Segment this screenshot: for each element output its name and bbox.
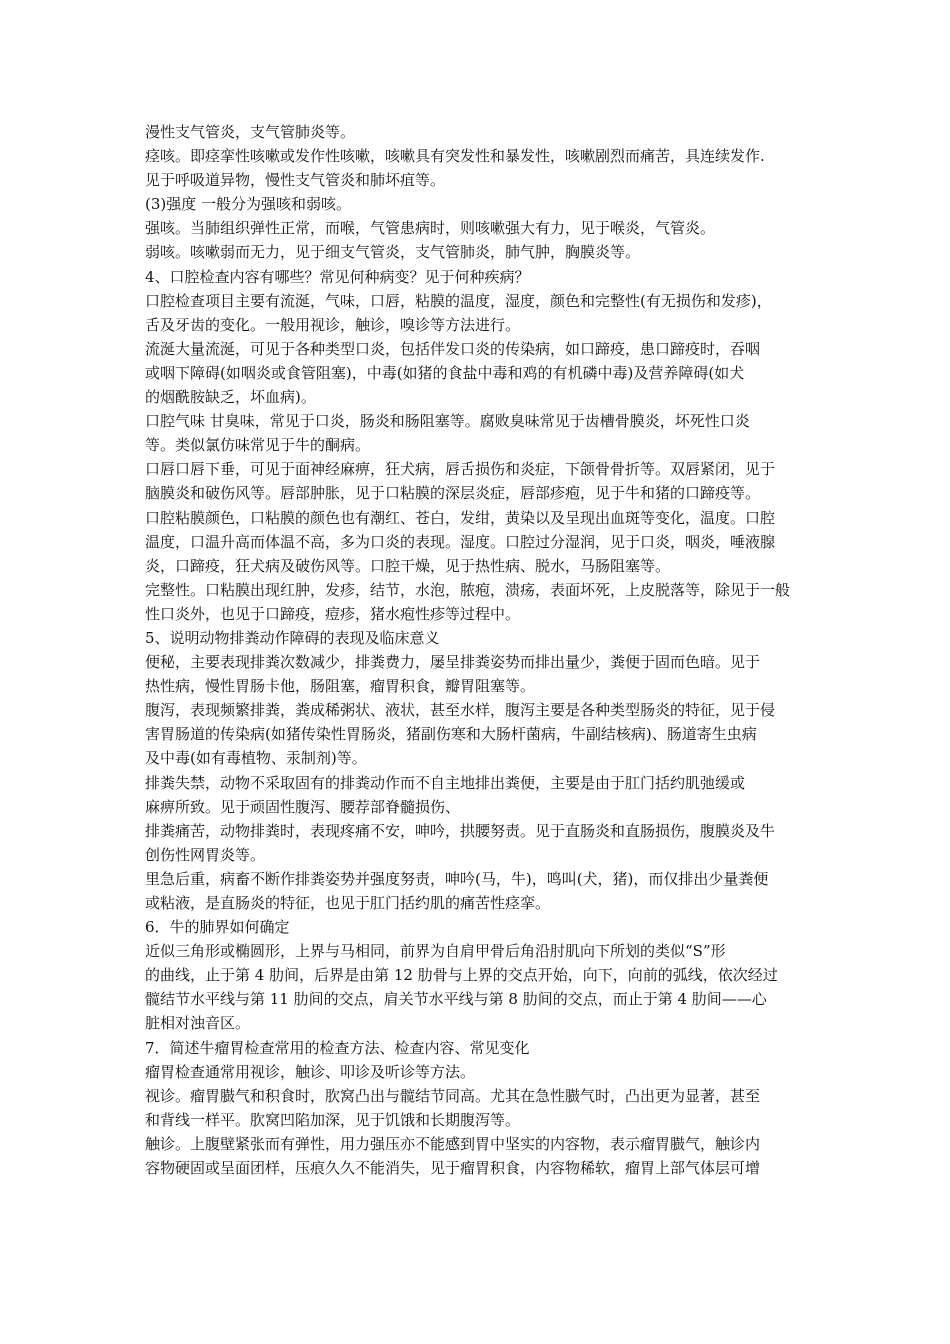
text-line: 舌及牙齿的变化。一般用视诊，触诊，嗅诊等方法进行。 xyxy=(145,315,521,334)
text-line: 完整性。口粘膜出现红肿，发疹，结节，水泡，脓疱，溃疡，表面坏死，上皮脱落等，除见于一般 xyxy=(145,580,791,599)
text-line: 痉咳。即痉挛性咳嗽或发作性咳嗽，咳嗽具有突发性和暴发性，咳嗽剧烈而痛苦，具连续发作. xyxy=(145,147,765,166)
text-line: 近似三角形或椭圆形，上界与马相同，前界为自肩甲骨后角沿肘肌向下所划的类似“S”形 xyxy=(145,942,726,961)
text-line: 弱咳。咳嗽弱而无力，见于细支气管炎，支气管肺炎，肺气肿，胸膜炎等。 xyxy=(145,243,641,262)
text-line: 5、说明动物排粪动作障碍的表现及临床意义 xyxy=(145,628,440,647)
text-line: 脑膜炎和破伤风等。唇部肿胀，见于口粘膜的深层炎症，唇部疹疱，见于牛和猪的口蹄疫等。 xyxy=(145,484,761,503)
text-line: 炎，口蹄疫，狂犬病及破伤风等。口腔干燥，见于热性病、脱水，马肠阻塞等。 xyxy=(145,556,671,575)
text-line: 等。类似氯仿味常见于牛的酮病。 xyxy=(145,436,371,455)
text-line: 瘤胃检查通常用视诊，触诊、叩诊及听诊等方法。 xyxy=(145,1062,476,1081)
text-line: 4、口腔检查内容有哪些？常见何种病变？见于何种疾病？ xyxy=(145,267,530,286)
text-line: 便秘，主要表现排粪次数减少，排粪费力，屡呈排粪姿势而排出量少，粪便于固而色暗。见于 xyxy=(145,653,761,672)
text-line: 及中毒(如有毒植物、汞制剂)等。 xyxy=(145,749,367,768)
text-line: 口唇口唇下垂，可见于面神经麻痹，狂犬病，唇舌损伤和炎症，下颌骨骨折等。双唇紧闭，见于 xyxy=(145,460,776,479)
text-line: 口腔检查项目主要有流涎，气味，口唇，粘膜的温度，湿度，颜色和完整性(有无损伤和发疹)， xyxy=(145,291,772,310)
text-line: (3)强度 一般分为强咳和弱咳。 xyxy=(145,195,352,214)
text-line: 髋结节水平线与第 11 肋间的交点，肩关节水平线与第 8 肋间的交点，而止于第 4 肋间——心 xyxy=(145,990,767,1009)
text-line: 7．简述牛瘤胃检查常用的检查方法、检查内容、常见变化 xyxy=(145,1038,530,1057)
text-line: 容物硬固或呈面团样，压痕久久不能消失，见于瘤胃积食，内容物稀软，瘤胃上部气体层可增 xyxy=(145,1159,761,1178)
text-line: 性口炎外，也见于口蹄疫，痘疹，猪水疱性疹等过程中。 xyxy=(145,604,521,623)
text-line: 热性病，慢性胃肠卡他，肠阻塞，瘤胃积食，瓣胃阻塞等。 xyxy=(145,677,536,696)
text-line: 触诊。上腹壁紧张而有弹性，用力强压亦不能感到胃中坚实的内容物，表示瘤胃臌气，触诊内 xyxy=(145,1134,761,1153)
text-line: 排粪失禁，动物不采取固有的排粪动作而不自主地排出粪便，主要是由于肛门括约肌弛缓或 xyxy=(145,773,746,792)
text-line: 的曲线，止于第 4 肋间，后界是由第 12 肋骨与上界的交点开始，向下，向前的弧线，依次经过 xyxy=(145,966,778,985)
text-line: 和背线一样平。肷窝凹陷加深，见于饥饿和长期腹泻等。 xyxy=(145,1110,521,1129)
text-line: 强咳。当肺组织弹性正常，而喉，气管患病时，则咳嗽强大有力，见于喉炎，气管炎。 xyxy=(145,219,716,238)
text-line: 温度，口温升高而体温不高，多为口炎的表现。湿度。口腔过分湿润，见于口炎，咽炎，唾液腺 xyxy=(145,532,776,551)
text-line: 的烟酰胺缺乏，坏血病)。 xyxy=(145,388,316,407)
text-line: 漫性支气管炎，支气管肺炎等。 xyxy=(145,123,356,141)
text-line: 或粘液，是直肠炎的特征，也见于肛门括约肌的痛苦性痉挛。 xyxy=(145,894,551,912)
text-line: 里急后重，病畜不断作排粪姿势并强度努责，呻吟(马，牛)，鸣叫(犬，猪)，而仅排出少量粪便 xyxy=(145,869,769,888)
text-line: 6．牛的肺界如何确定 xyxy=(145,918,290,937)
text-line: 麻痹所致。见于顽固性腹泻、腰荐部脊髓损伤、 xyxy=(145,797,461,816)
text-line: 视诊。瘤胃臌气和积食时，肷窝凸出与髋结节同高。尤其在急性臌气时，凸出更为显著，甚至 xyxy=(145,1086,761,1105)
text-line: 见于呼吸道异物，慢性支气管炎和肺坏疽等。 xyxy=(145,171,446,190)
text-line: 或咽下障碍(如咽炎或食管阻塞)，中毒(如猪的食盐中毒和鸡的有机磷中毒)及营养障碍(如犬 xyxy=(145,363,745,382)
text-line: 排粪痛苦，动物排粪时，表现疼痛不安，呻吟，拱腰努责。见于直肠炎和直肠损伤，腹膜炎及牛 xyxy=(145,821,776,840)
document-body xyxy=(145,120,815,1180)
text-line: 流涎大量流涎，可见于各种类型口炎，包括伴发口炎的传染病，如口蹄疫，患口蹄疫时，吞咽 xyxy=(145,339,761,358)
text-line: 口腔气味 甘臭味，常见于口炎，肠炎和肠阻塞等。腐败臭味常见于齿槽骨膜炎，坏死性口炎 xyxy=(145,412,750,431)
text-line: 腹泻，表现频繁排粪，粪成稀粥状、液状，甚至水样，腹泻主要是各种类型肠炎的特征，见于侵 xyxy=(145,701,776,720)
text-line: 害胃肠道的传染病(如猪传染性胃肠炎，猪副伤寒和大肠杆菌病，牛副结核病)、肠道寄生虫病 xyxy=(145,725,757,744)
text-line: 脏相对浊音区。 xyxy=(145,1014,251,1033)
text-line: 口腔粘膜颜色，口粘膜的颜色也有潮红、苍白，发绀，黄染以及呈现出血斑等变化，温度。口腔 xyxy=(145,508,776,527)
text-line: 创伤性网胃炎等。 xyxy=(145,845,266,864)
